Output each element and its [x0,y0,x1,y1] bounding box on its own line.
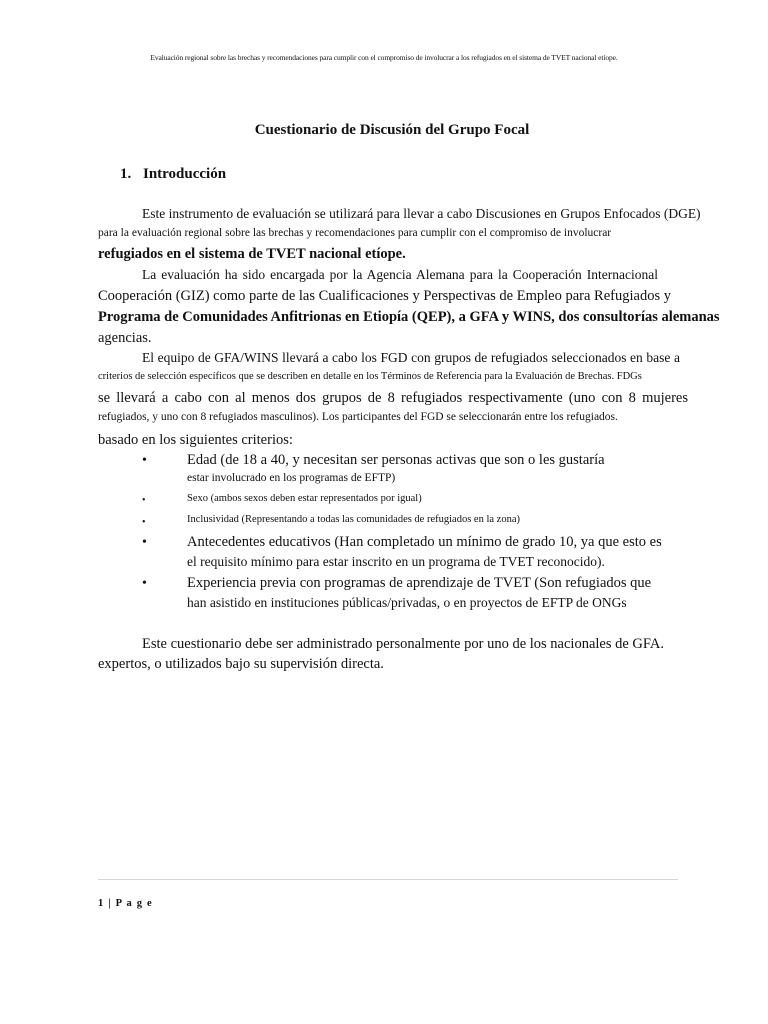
paragraph-line: criterios de selección específicos que se describen en detalle en los Términos de Referencia para la Evaluación de Brechas. FDGs [98,371,642,382]
paragraph-line: Este instrumento de evaluación se utilizará para llevar a cabo Discusiones en Grupos Enfocados (DGE) [142,206,701,221]
list-item-text: estar involucrado en los programas de EFTP) [187,472,396,484]
bullet-icon: • [142,495,146,506]
list-item-text: el requisito mínimo para estar inscrito en un programa de TVET reconocido). [187,554,605,569]
section-number: 1. [120,166,132,182]
running-header: Evaluación regional sobre las brechas y recomendaciones para cumplir con el compromiso de involucrar a los refugiados en el sistema de TVET nacional etíope. [150,53,618,62]
paragraph-line: para la evaluación regional sobre las brechas y recomendaciones para cumplir con el compromiso de involucrar [98,227,612,239]
page-number: 1 [98,898,105,909]
section-heading-text: Introducción [143,166,227,182]
list-item-text: han asistido en instituciones públicas/privadas, o en proyectos de EFTP de ONGs [187,595,627,610]
footer-divider [98,879,678,880]
list-item-text: Experiencia previa con programas de aprendizaje de TVET (Son refugiados que [187,575,652,591]
paragraph-line: se llevará a cabo con al menos dos grupos de 8 refugiados respectivamente (uno con 8 mujeres [98,390,688,406]
bullet-icon: • [142,535,147,550]
list-item-text: Antecedentes educativos (Han completado un mínimo de grado 10, ya que esto es [187,534,662,550]
paragraph-line: basado en los siguientes criterios: [98,432,293,448]
paragraph-line: Este cuestionario debe ser administrado personalmente por uno de los nacionales de GFA. [142,636,664,652]
page-label: | P a g e [104,898,153,909]
paragraph-line: refugiados, y uno con 8 refugiados masculinos). Los participantes del FGD se seleccionarán entre los refugiados. [98,411,618,423]
list-item-text: Edad (de 18 a 40, y necesitan ser personas activas que son o les gustaría [187,452,605,468]
page-footer [98,898,153,909]
list-item-text: Sexo (ambos sexos deben estar representados por igual) [187,493,422,504]
list-item-text: Inclusividad (Representando a todas las comunidades de refugiados en la zona) [187,514,520,525]
paragraph-line: Cooperación (GIZ) como parte de las Cualificaciones y Perspectivas de Empleo para Refugiados y [98,288,671,304]
bullet-icon: • [142,517,146,528]
paragraph-line: La evaluación ha sido encargada por la Agencia Alemana para la Cooperación Internacional [142,267,658,282]
paragraph-line: Programa de Comunidades Anfitrionas en Etiopía (QEP), a GFA y WINS, dos consultorías alemanas [98,309,720,325]
section-heading [120,166,226,183]
paragraph-line: expertos, o utilizados bajo su supervisión directa. [98,656,384,672]
bullet-icon: • [142,453,147,468]
bullet-icon: • [142,576,147,591]
paragraph-line: refugiados en el sistema de TVET nacional etíope. [98,246,406,262]
paragraph-line: El equipo de GFA/WINS llevará a cabo los FGD con grupos de refugiados seleccionados en base a [142,350,680,365]
paragraph-line: agencias. [98,330,152,346]
document-title: Cuestionario de Discusión del Grupo Focal [254,122,530,138]
